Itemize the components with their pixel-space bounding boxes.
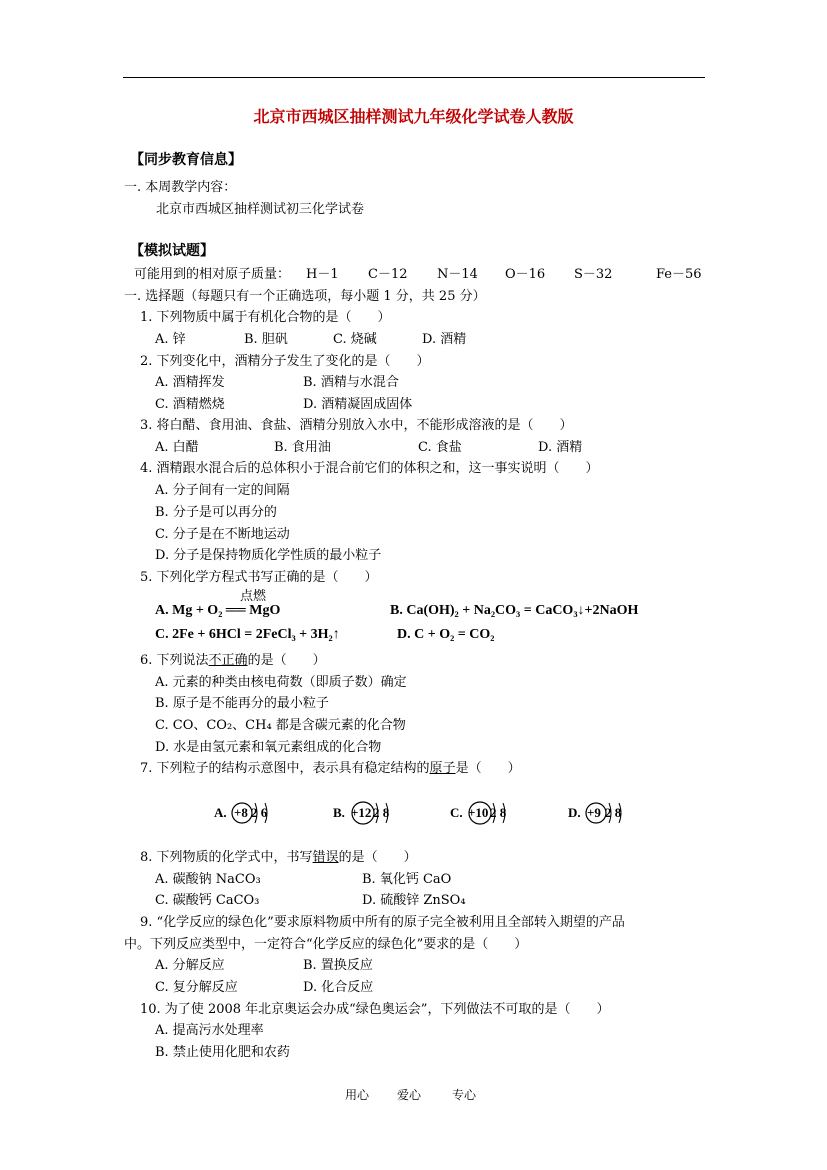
- section-header-info: 【同步教育信息】: [130, 152, 242, 168]
- q1-option-a: A. 锌: [155, 332, 186, 347]
- atom-diagram-a: [214, 796, 284, 830]
- q1-option-c: C. 烧碱: [333, 332, 377, 347]
- top-rule: [123, 77, 705, 78]
- question-6: [140, 653, 326, 669]
- part1-instructions: 一. 选择题（每题只有一个正确选项，每小题 1 分，共 25 分）: [124, 289, 486, 304]
- atom-shells-text-b: 2 8: [373, 805, 390, 820]
- q5-option-d: D. C + O₂ = CO₂: [397, 627, 495, 642]
- q3-option-d: D. 酒精: [538, 440, 583, 455]
- q9-option-d: D. 化合反应: [303, 980, 374, 995]
- q2-option-b: B. 酒精与水混合: [303, 375, 399, 390]
- q6-option-a: A. 元素的种类由核电荷数（即质子数）确定: [155, 675, 407, 690]
- q10-option-b: B. 禁止使用化肥和农药: [155, 1045, 290, 1060]
- question-1: 1. 下列物质中属于有机化合物的是（ ）: [140, 310, 391, 325]
- atom-diagram-b: [333, 796, 403, 830]
- atom-label-c: C.: [450, 805, 463, 820]
- q6-option-d: D. 水是由氢元素和氧元素组成的化合物: [155, 740, 382, 755]
- atom-label-d: D.: [568, 805, 581, 820]
- question-7: [140, 761, 521, 777]
- q3-option-b: B. 食用油: [274, 440, 331, 455]
- section-header-exam: 【模拟试题】: [130, 243, 214, 259]
- q6-option-c: C. CO、CO₂、CH₄ 都是含碳元素的化合物: [155, 718, 406, 733]
- q4-option-d: D. 分子是保持物质化学性质的最小粒子: [155, 548, 382, 563]
- atomic-mass-h: H－1: [306, 267, 339, 282]
- atom-shells-text-a: 2 6: [251, 805, 268, 820]
- question-10: 10. 为了使 2008 年北京奥运会办成“绿色奥运会”，下列做法不可取的是（ ）: [140, 1002, 610, 1017]
- atomic-mass-c: C－12: [368, 267, 408, 282]
- atom-nucleus-c: +10: [468, 805, 489, 820]
- q4-option-c: C. 分子是在不断地运动: [155, 527, 290, 542]
- q7-stem-underlined: 原子: [429, 761, 456, 776]
- question-5: 5. 下列化学方程式书写正确的是（ ）: [140, 570, 378, 585]
- atom-shells-text-d: 2 8: [605, 805, 622, 820]
- q5-condition: 点燃: [240, 589, 267, 604]
- q2-option-d: D. 酒精凝固成固体: [303, 397, 413, 412]
- q1-option-b: B. 胆矾: [244, 332, 288, 347]
- q8-option-b: B. 氧化钙 CaO: [362, 872, 452, 887]
- q1-option-d: D. 酒精: [422, 332, 467, 347]
- q6-option-b: B. 原子是不能再分的最小粒子: [155, 696, 329, 711]
- q9-option-c: C. 复分解反应: [155, 980, 238, 995]
- question-9-line2: 中。下列反应类型中，一定符合“化学反应的绿色化”要求的是（ ）: [124, 937, 528, 952]
- q8-stem-pre: 8. 下列物质的化学式中，书写: [140, 850, 313, 865]
- q4-option-b: B. 分子是可以再分的: [155, 505, 277, 520]
- question-4: 4. 酒精跟水混合后的总体积小于混合前它们的体积之和，这一事实说明（ ）: [140, 461, 599, 476]
- q9-option-b: B. 置换反应: [303, 958, 373, 973]
- question-3: 3. 将白醋、食用油、食盐、酒精分别放入水中，不能形成溶液的是（ ）: [140, 418, 573, 433]
- q5-option-a: A. Mg + O₂ ══ MgO: [155, 603, 281, 618]
- q8-option-c: C. 碳酸钙 CaCO₃: [155, 893, 260, 908]
- atomic-mass-s: S－32: [574, 267, 613, 282]
- teaching-content: 北京市西城区抽样测试初三化学试卷: [156, 202, 365, 217]
- atom-diagram-d: [568, 796, 638, 830]
- atom-nucleus-d: +9: [587, 805, 601, 820]
- question-9-line1: 9. “化学反应的绿色化”要求原料物质中所有的原子完全被利用且全部转入期望的产品: [140, 915, 625, 930]
- q6-stem-pre: 6. 下列说法: [140, 653, 209, 668]
- q7-stem-post: 是（ ）: [455, 761, 521, 776]
- q8-stem-underlined: 错误: [312, 850, 339, 865]
- q9-option-a: A. 分解反应: [155, 958, 225, 973]
- question-8: [140, 850, 417, 866]
- q6-stem-post: 的是（ ）: [247, 653, 326, 668]
- atom-label-a: A.: [214, 805, 227, 820]
- q2-option-c: C. 酒精燃烧: [155, 397, 225, 412]
- q4-option-a: A. 分子间有一定的间隔: [155, 483, 290, 498]
- page-title: 北京市西城区抽样测试九年级化学试卷人教版: [253, 107, 574, 126]
- atom-nucleus-a: +8: [234, 805, 248, 820]
- q10-option-a: A. 提高污水处理率: [155, 1023, 264, 1038]
- q8-option-a: A. 碳酸钠 NaCO₃: [155, 872, 261, 887]
- q3-option-a: A. 白醋: [155, 440, 199, 455]
- atom-label-b: B.: [333, 805, 345, 820]
- q5-option-b: B. Ca(OH)₂ + Na₂CO₃ = CaCO₃↓+2NaOH: [390, 603, 639, 618]
- q5-option-c: C. 2Fe + 6HCl = 2FeCl₃ + 3H₂↑: [155, 627, 340, 642]
- footer-text-3: 专心: [452, 1088, 477, 1102]
- footer-text-1: 用心: [345, 1088, 370, 1102]
- question-2: 2. 下列变化中，酒精分子发生了变化的是（ ）: [140, 354, 430, 369]
- q8-option-d: D. 硫酸锌 ZnSO₄: [362, 893, 466, 908]
- q2-option-a: A. 酒精挥发: [155, 375, 225, 390]
- q8-stem-post: 的是（ ）: [338, 850, 417, 865]
- q3-option-c: C. 食盐: [418, 440, 462, 455]
- atom-nucleus-b: +12: [351, 805, 372, 820]
- atomic-mass-n: N－14: [437, 267, 478, 282]
- atomic-mass-o: O－16: [505, 267, 546, 282]
- footer-text-2: 爱心: [397, 1088, 422, 1102]
- atomic-mass-fe: Fe－56: [656, 267, 702, 282]
- atom-diagram-c: [450, 796, 520, 830]
- atom-shells-text-c: 2 8: [490, 805, 507, 820]
- q7-stem-pre: 7. 下列粒子的结构示意图中，表示具有稳定结构的: [140, 761, 430, 776]
- teaching-content-label: 一. 本周教学内容：: [124, 180, 237, 195]
- atomic-mass-label: 可能用到的相对原子质量：: [134, 267, 291, 282]
- q6-stem-underlined: 不正确: [208, 653, 248, 668]
